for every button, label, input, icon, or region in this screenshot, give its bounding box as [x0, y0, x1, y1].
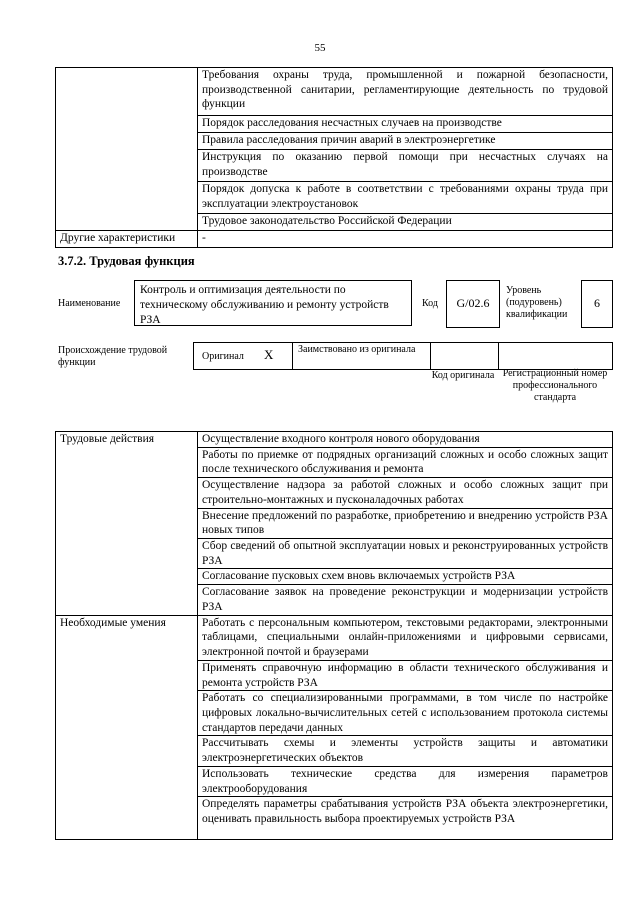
skill-item: Работать с персональным компьютером, текстовыми редакторами, электронными таблицами, специальными онлайн-приложениями и цифровыми сервисами, электронной почтой и браузерами	[198, 615, 613, 660]
table-row	[56, 615, 613, 660]
origin-label: Происхождение трудовой функции	[58, 345, 168, 368]
table-row	[56, 68, 613, 116]
labor-actions-label: Трудовые действия	[56, 432, 198, 616]
page-number: 55	[314, 42, 326, 54]
code-original-caption: Код оригинала	[431, 370, 495, 381]
original-mark: X	[264, 347, 274, 362]
knowledge-item: Трудовое законодательство Российской Федерации	[198, 214, 613, 231]
skill-item: Рассчитывать схемы и элементы устройств защиты и автоматики электроэнергетических объектов	[198, 736, 613, 766]
code-label: Код	[422, 298, 438, 309]
name-label: Наименование	[58, 298, 121, 309]
knowledge-item: Инструкция по оказанию первой помощи при несчастных случаях на производстве	[198, 150, 613, 182]
section-title: 3.7.2. Трудовая функция	[58, 254, 195, 268]
knowledge-item: Порядок допуска к работе в соответствии с требованиями охраны труда при эксплуатации электроустановок	[198, 182, 613, 214]
skill-item: Определять параметры срабатывания устройств РЗА объекта электроэнергетики, оценивать правильность выбора проектируемых устройств РЗА	[198, 797, 613, 840]
skill-item: Использовать технические средства для измерения параметров электрооборудования	[198, 766, 613, 796]
qualification-level-label: Уровень (подуровень) квалификации	[506, 285, 568, 320]
origin-divider	[430, 343, 431, 369]
skill-item: Работать со специализированными программами, в том числе по настройке цифровых локально-вычислительных сетей с использованием протокола системы стандартов передачи данных	[198, 691, 613, 736]
origin-divider	[498, 343, 499, 369]
labor-action-item: Сбор сведений об опытной эксплуатации новых и реконструированных устройств РЗА	[198, 539, 613, 569]
labor-action-item: Работы по приемке от подрядных организаций сложных и особо сложных защит после технического обслуживания и ремонта	[198, 447, 613, 477]
knowledge-table	[55, 67, 613, 248]
knowledge-item: Правила расследования причин аварий в электроэнергетике	[198, 133, 613, 150]
qualification-level: 6	[581, 280, 613, 328]
borrowed-label: Заимствовано из оригинала	[298, 344, 416, 355]
registration-number-caption: Регистрационный номер профессионального стандарта	[502, 368, 608, 403]
other-characteristics-label: Другие характеристики	[56, 231, 198, 248]
labor-action-item: Согласование пусковых схем вновь включаемых устройств РЗА	[198, 569, 613, 585]
function-name: Контроль и оптимизация деятельности по техническому обслуживанию и ремонту устройств РЗА	[134, 280, 412, 326]
knowledge-label-cell	[56, 68, 198, 231]
table-row	[56, 432, 613, 448]
function-details-table	[55, 431, 613, 840]
labor-action-item: Внесение предложений по разработке, приобретению и внедрению устройств РЗА новых типов	[198, 508, 613, 538]
origin-divider	[292, 343, 293, 369]
skill-item: Применять справочную информацию в области технического обслуживания и ремонта устройств РЗА	[198, 660, 613, 690]
labor-action-item: Осуществление надзора за работой сложных и особо сложных защит при строительно-монтажных и пусконаладочных работах	[198, 478, 613, 508]
labor-action-item: Осуществление входного контроля нового оборудования	[198, 432, 613, 448]
function-code: G/02.6	[446, 280, 500, 328]
skills-label: Необходимые умения	[56, 615, 198, 840]
original-label: Оригинал	[202, 351, 244, 362]
knowledge-item: Порядок расследования несчастных случаев на производстве	[198, 116, 613, 133]
other-characteristics-value: -	[198, 231, 613, 248]
knowledge-item: Требования охраны труда, промышленной и пожарной безопасности, производственной санитарии, регламентирующие деятельность по трудовой функции	[198, 68, 613, 116]
table-row	[56, 231, 613, 248]
labor-action-item: Согласование заявок на проведение реконструкции и модернизации устройств РЗА	[198, 585, 613, 615]
origin-box	[193, 342, 613, 370]
